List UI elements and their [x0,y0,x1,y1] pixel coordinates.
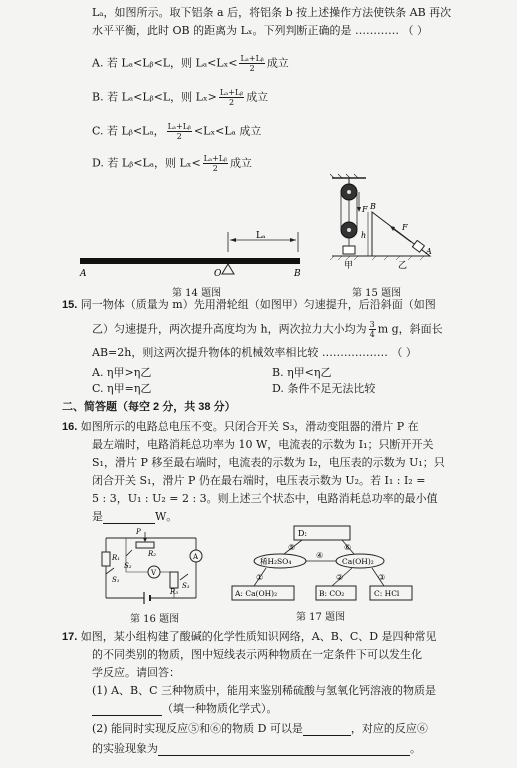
fig16-label-p: P [136,528,141,536]
fig15-caption: 第 15 题图 [352,288,402,299]
fig16-rheostat-r2 [136,542,154,548]
fig16-switch-s1 [106,568,114,574]
fig14-caption: 第 14 题图 [172,288,222,299]
q17-part2-blank-phenomenon[interactable] [158,744,410,756]
q17-part1-line1: (1) A、B、C 三种物质中，能用来鉴别稀硫酸与氢氧化钙溶液的物质是 [92,684,437,697]
fig15-label-f2: F [402,223,408,232]
fig14-lever-diagram [80,228,310,288]
q16-line3: S₁，滑片 P 移至最右端时，电流表的示数为 I₂，电压表的示数为 U₁；只 [92,456,445,469]
fig14-label-o: O [214,269,222,279]
fig17-num-2: ② [336,573,344,582]
section2-title: 二、简答题（每空 2 分，共 38 分） [62,401,236,413]
fig16-switch-s3 [180,574,188,580]
fig17-num-3: ③ [378,573,386,582]
fig15-label-f1: F [362,205,368,214]
q17-line2: 的不同类别的物质，图中短线表示两种物质在一定条件下可以发生化 [92,648,422,661]
q17-line1: 17. 如图，某小组构建了酸碱的化学性质知识网络，A、B、C、D 是四种常见 [62,630,437,643]
fig16-label-s2: S₂ [124,562,132,570]
fig17-label-h2so4: 稀H₂SO₄ [260,557,292,566]
fig15-label-b: B [370,202,376,211]
fig16-label-s1: S₁ [112,576,120,584]
q17-part1-line2: （填一种物质化学式）。 [92,702,278,716]
q16-answer-blank[interactable] [103,512,155,524]
q16-line6: 是 W。 [92,510,178,523]
q16-number: 16. [62,421,78,433]
fig15-weight-jia [343,246,355,254]
fig15-label-a: A [426,247,432,256]
fig14-bar [80,258,300,264]
fig17-label-d: D: [298,529,308,538]
fig17-label-a: A: Ca(OH)₂ [235,589,278,598]
q14-option-d: D. 若 Lᵦ<Lₐ，则 Lₓ< $\frac{\text{Lₐ+Lᵦ}}{2}$ 成立 [92,154,252,173]
fig17-num-6: ⑥ [344,543,352,552]
fig16-switch-s2 [126,550,132,556]
q15-line1: 15. 同一物体（质量为 m）先用滑轮组（如图甲）匀速提升，后沿斜面（如图 [62,298,436,311]
fig16-label-s3: S₃ [182,582,190,590]
fig17-num-5: ⑤ [288,543,296,552]
fig14-label-la: Lₐ [256,231,266,241]
fig14-fulcrum [222,264,234,274]
fig15-label-yi: 乙 [398,261,408,271]
q14-option-b: B. 若 Lₐ<Lᵦ<L，则 Lₓ> $\frac{\text{Lₐ+Lᵦ}}{2}$ 成立 [92,88,269,107]
fig17-num-4: ④ [316,551,324,560]
fig15-label-jia: 甲 [344,261,354,271]
q15-number: 15. [62,299,78,311]
q17-part2-line2: 的实验现象为 。 [92,742,421,755]
q15-option-b: B. η甲<η乙 [272,366,332,379]
fig17-caption: 第 17 题图 [296,612,346,623]
fig17-num-1: ① [256,573,264,582]
fig16-caption: 第 16 题图 [130,614,180,625]
fig15-label-h: h [361,231,367,240]
q16-line4: 闭合开关 S₁，滑片 P 仍在最右端时，电压表示数为 U₂。若 I₁ : I₂ = [92,474,426,487]
fig16-circuit-diagram [96,528,216,608]
fig14-label-a: A [80,269,87,279]
q17-number: 17. [62,631,78,643]
q17-part2-line1: (2) 能同时实现反应⑤和⑥的物质 D 可以是 ，对应的反应⑥ [92,722,428,735]
q14-intro-line1: Lₐ，如图所示。取下铝条 a 后，将铝条 b 按上述操作方法使铁条 AB 再次 [92,6,452,19]
fig16-label-v: V [151,569,157,577]
fig16-label-r1: R₁ [112,554,121,562]
q16-line1: 16. 如图所示的电路总电压不变。只闭合开关 S₃，滑动变阻器的滑片 P 在 [62,420,419,433]
fig16-label-r3: R₃ [170,588,179,596]
q14-intro-line2: 水平平衡，此时 OB 的距离为 Lₓ。下列判断正确的是 ………… （ ） [92,24,429,37]
q16-line5: 5 : 3，U₁ : U₂ = 2 : 3。则上述三个状态中，电路消耗总功率的最小值 [92,492,438,505]
q16-line2: 最左端时，电路消耗总功率为 10 W，电流表的示数为 I₁；只断开开关 [92,438,434,451]
q14-option-c: C. 若 Lᵦ<Lₐ， $\frac{\text{Lₐ+Lᵦ}}{2}$ <Lₓ<Lₐ 成立 [92,122,262,141]
q15-option-d: D. 条件不足无法比较 [272,382,376,395]
q17-line3: 学反应。请回答： [92,666,180,679]
fig14-label-b: B [294,269,301,279]
fig16-label-a: A [193,553,199,561]
q15-option-a: A. η甲>η乙 [92,366,152,379]
fig15-pulley-incline-diagram [326,176,436,286]
fig17-reaction-network [232,524,422,606]
q17-part1-blank[interactable] [92,704,162,716]
fig17-label-c: C: HCl [374,589,400,598]
q15-line3: AB=2h，则这两次提升物体的机械效率相比较 ……………… （ ） [92,346,417,359]
q15-line2: 乙）匀速提升，两次提升高度均为 h，两次拉力大小均为 $\frac{3}{4}$ m g，斜面长 [92,320,443,339]
fig17-label-caoh2: Ca(OH)₂ [342,557,374,566]
q15-option-c: C. η甲=η乙 [92,382,152,395]
q17-part2-blank-d[interactable] [303,724,351,736]
fig16-resistor-r3 [170,572,178,588]
fig16-label-r2: R₂ [148,550,157,558]
fig16-resistor-r1 [102,552,110,566]
fig17-label-b: B: CO₂ [319,589,345,598]
q14-option-a: A. 若 Lₐ<Lᵦ<L，则 Lₐ<Lₓ< $\frac{\text{Lₐ+Lᵦ}}{2}$ 成立 [92,54,289,73]
